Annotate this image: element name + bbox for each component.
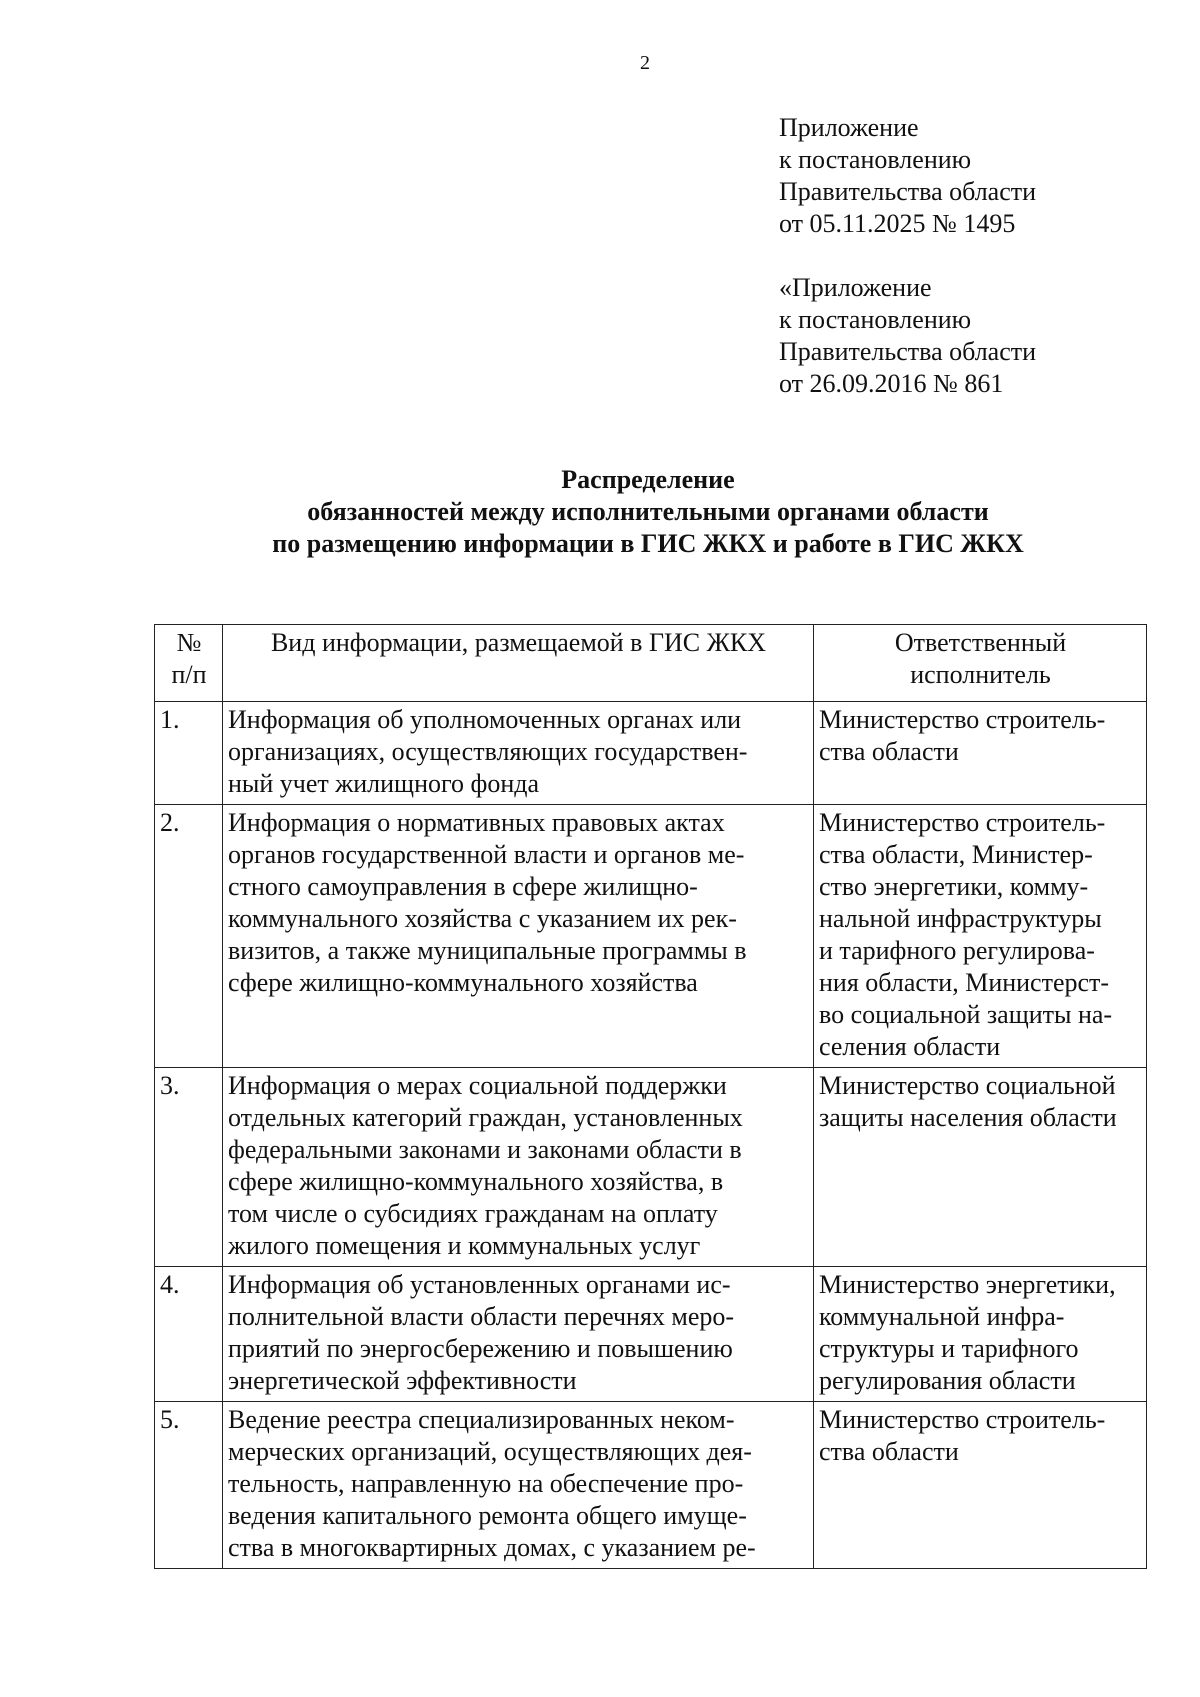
approval-line: Правительства области [779, 177, 1037, 206]
responsible-line: ства области [819, 737, 959, 766]
info-line: жилого помещения и коммунальных услуг [228, 1231, 701, 1260]
info-line: Информация о мерах социальной поддержки [228, 1071, 727, 1100]
row-info [223, 1068, 814, 1267]
info-line: отдельных категорий граждан, установленных [228, 1103, 743, 1132]
header-text: исполнитель [910, 660, 1051, 689]
responsible-line: и тарифного регулирова- [819, 936, 1095, 965]
info-line: Информация об уполномоченных органах или [228, 705, 742, 734]
table-row [155, 702, 1147, 805]
row-number: 4. [155, 1267, 223, 1402]
responsible-line: Министерство строитель- [819, 808, 1106, 837]
responsible-line: Министерство строитель- [819, 1405, 1106, 1434]
duties-table [154, 624, 1147, 1569]
responsible-line: во социальной защиты на- [819, 1000, 1113, 1029]
responsible-line: ства области, Министер- [819, 840, 1093, 869]
info-line: органов государственной власти и органов ме- [228, 840, 745, 869]
row-info [223, 805, 814, 1068]
header-text: Вид информации, размещаемой в ГИС ЖКХ [270, 628, 767, 657]
info-line: полнительной власти области перечнях меро- [228, 1302, 735, 1331]
info-line: сфере жилищно-коммунального хозяйства [228, 968, 698, 997]
original-approval-block [779, 272, 1179, 400]
approval-line: Правительства области [779, 337, 1037, 366]
responsible-line: защиты населения области [819, 1103, 1117, 1132]
row-number: 2. [155, 805, 223, 1068]
row-responsible [814, 805, 1147, 1068]
approval-line: к постановлению [779, 145, 972, 174]
row-number: 3. [155, 1068, 223, 1267]
responsible-line: регулирования области [819, 1366, 1076, 1395]
header-number [155, 625, 223, 702]
info-line: визитов, а также муниципальные программы в [228, 936, 747, 965]
approval-line: от 26.09.2016 № 861 [779, 369, 1004, 398]
approval-line: к постановлению [779, 305, 972, 334]
row-responsible [814, 1068, 1147, 1267]
info-line: ный учет жилищного фонда [228, 769, 540, 798]
title-line: по размещению информации в ГИС ЖКХ и работе в ГИС ЖКХ [272, 529, 1024, 558]
title-line: обязанностей между исполнительными органами области [307, 497, 989, 526]
info-line: организациях, осуществляющих государствен- [228, 737, 748, 766]
responsible-line: структуры и тарифного [819, 1334, 1079, 1363]
info-line: приятий по энергосбережению и повышению [228, 1334, 733, 1363]
header-info-type [223, 625, 814, 702]
title-line: Распределение [561, 465, 735, 494]
info-line: мерческих организаций, осуществляющих дея- [228, 1437, 752, 1466]
row-responsible [814, 702, 1147, 805]
header-text: № [176, 628, 202, 657]
responsible-line: Министерство социальной [819, 1071, 1116, 1100]
approval-line: Приложение [779, 113, 919, 142]
approval-line: «Приложение [779, 273, 932, 302]
responsible-line: нальной инфраструктуры [819, 904, 1102, 933]
table-row [155, 1267, 1147, 1402]
info-line: сфере жилищно-коммунального хозяйства, в [228, 1167, 724, 1196]
approval-block [779, 112, 1179, 240]
info-line: Информация о нормативных правовых актах [228, 808, 725, 837]
responsible-line: ства области [819, 1437, 959, 1466]
row-info [223, 1267, 814, 1402]
info-line: ведения капитального ремонта общего имуще- [228, 1501, 747, 1530]
header-text: п/п [171, 660, 207, 689]
responsible-line: селения области [819, 1032, 1001, 1061]
info-line: Ведение реестра специализированных неком- [228, 1405, 735, 1434]
responsible-line: коммунальной инфра- [819, 1302, 1065, 1331]
row-responsible [814, 1267, 1147, 1402]
row-info [223, 702, 814, 805]
page-number: 2 [640, 52, 650, 74]
info-line: федеральными законами и законами области в [228, 1135, 742, 1164]
table-header-row [155, 625, 1147, 702]
header-responsible [814, 625, 1147, 702]
document-title [150, 464, 1146, 560]
info-line: Информация об установленных органами ис- [228, 1270, 731, 1299]
row-number: 1. [155, 702, 223, 805]
row-info [223, 1402, 814, 1569]
responsible-line: ство энергетики, комму- [819, 872, 1089, 901]
row-number: 5. [155, 1402, 223, 1569]
info-line: коммунального хозяйства с указанием их рек- [228, 904, 737, 933]
info-line: стного самоуправления в сфере жилищно- [228, 872, 698, 901]
info-line: ства в многоквартирных домах, с указанием ре- [228, 1533, 756, 1562]
responsible-line: Министерство строитель- [819, 705, 1106, 734]
info-line: тельность, направленную на обеспечение про- [228, 1469, 744, 1498]
table-row [155, 805, 1147, 1068]
responsible-line: Министерство энергетики, [819, 1270, 1116, 1299]
header-text: Ответственный [894, 628, 1067, 657]
responsible-line: ния области, Министерст- [819, 968, 1110, 997]
table-row [155, 1402, 1147, 1569]
row-responsible [814, 1402, 1147, 1569]
approval-line: от 05.11.2025 № 1495 [779, 209, 1016, 238]
table-row [155, 1068, 1147, 1267]
info-line: том числе о субсидиях гражданам на оплату [228, 1199, 718, 1228]
info-line: энергетической эффективности [228, 1366, 577, 1395]
